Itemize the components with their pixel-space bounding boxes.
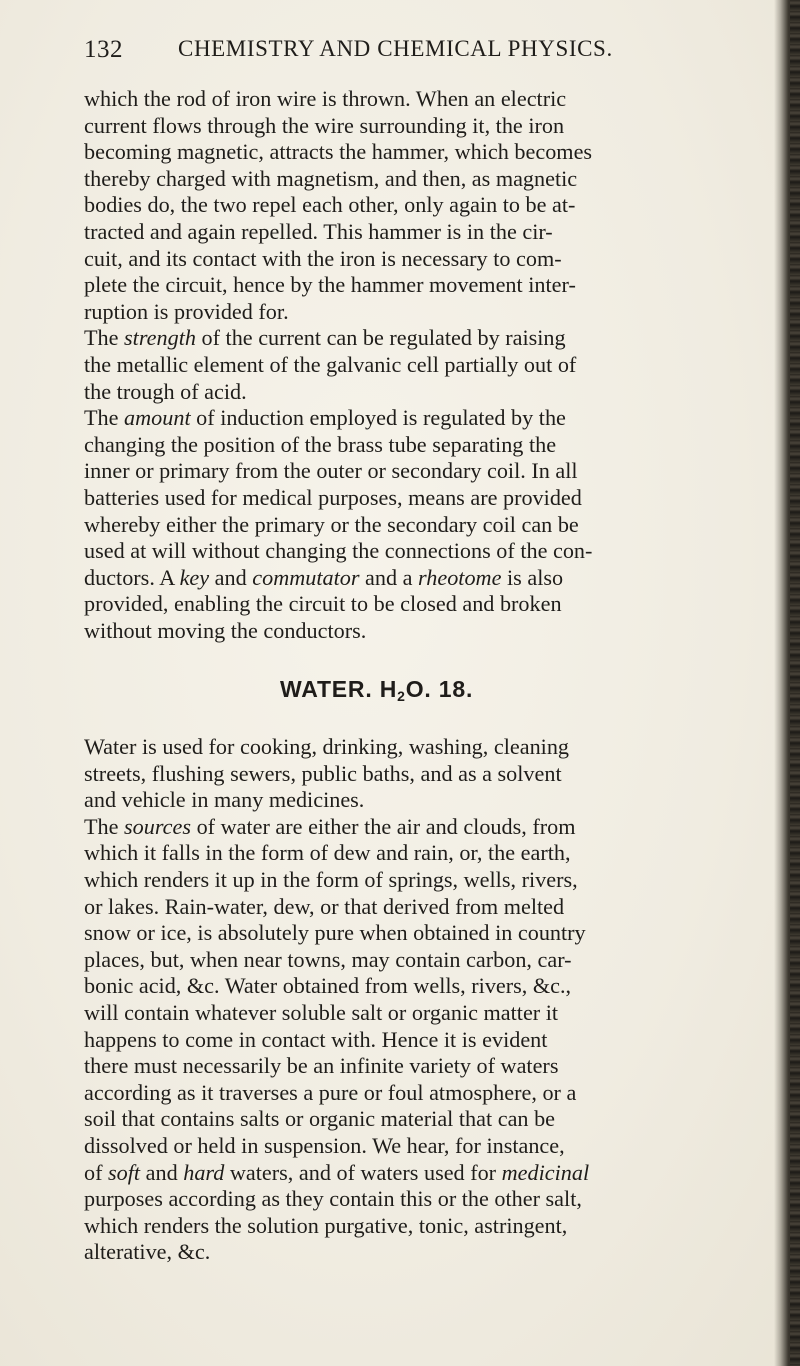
text-line: the trough of acid.	[84, 378, 247, 404]
text-line: used at will without changing the connections of the con-	[84, 538, 593, 564]
text-line: which renders it up in the form of springs, wells, rivers,	[84, 867, 578, 892]
text-line: streets, flushing sewers, public baths, and as a solvent	[84, 760, 562, 786]
text-line: inner or primary from the outer or secondary coil. In all	[84, 458, 578, 484]
running-head: CHEMISTRY AND CHEMICAL PHYSICS.	[178, 36, 613, 61]
text-line: current flows through the wire surrounding it, the iron	[84, 112, 565, 138]
text-line: which the rod of iron wire is thrown. When an electric	[84, 86, 567, 111]
text-line: purposes according as they contain this or the other salt,	[84, 1186, 582, 1212]
text-line: tracted and again repelled. This hammer is in the cir-	[84, 219, 553, 244]
text-line: batteries used for medical purposes, means are provided	[84, 485, 582, 510]
text-line: bonic acid, &c. Water obtained from wells, rivers, &c.,	[84, 973, 572, 999]
text-line: the metallic element of the galvanic cell partially out of	[84, 352, 577, 377]
text-line: The amount of induction employed is regulated by the	[84, 405, 566, 431]
text-line: changing the position of the brass tube separating the	[84, 431, 557, 457]
text-line: bodies do, the two repel each other, only again to be at-	[84, 192, 576, 218]
text-line: soil that contains salts or organic material that can be	[84, 1106, 556, 1132]
text-line: places, but, when near towns, may contain carbon, car-	[84, 946, 572, 972]
text-line: dissolved or held in suspension. We hear, for instance,	[84, 1133, 565, 1158]
text-line: The strength of the current can be regulated by raising	[84, 325, 566, 351]
text-line: becoming magnetic, attracts the hammer, which becomes	[84, 139, 593, 165]
text-line: provided, enabling the circuit to be closed and broken	[84, 591, 562, 617]
page-header	[84, 36, 684, 70]
text-line: and vehicle in many medicines.	[84, 787, 365, 813]
text-line: snow or ice, is absolutely pure when obtained in country	[84, 920, 586, 946]
binding-edge-strip	[790, 0, 800, 1366]
text-line: which it falls in the form of dew and rain, or, the earth,	[84, 840, 571, 866]
text-line: or lakes. Rain-water, dew, or that derived from melted	[84, 893, 565, 919]
text-line: The sources of water are either the air and clouds, from	[84, 813, 576, 839]
text-line: ruption is provided for.	[84, 298, 289, 324]
text-line: without moving the conductors.	[84, 618, 367, 643]
text-line: there must necessarily be an infinite variety of waters	[84, 1053, 559, 1079]
text-line: which renders the solution purgative, tonic, astringent,	[84, 1212, 568, 1238]
text-line: Water is used for cooking, drinking, washing, cleaning	[84, 734, 570, 759]
text-line: according as it traverses a pure or foul atmosphere, or a	[84, 1079, 577, 1105]
text-line: whereby either the primary or the secondary coil can be	[84, 511, 579, 537]
page-number: 132	[84, 36, 123, 63]
section-heading: WATER. $H_2O$. 18.	[280, 676, 474, 704]
text-line: will contain whatever soluble salt or organic matter it	[84, 1000, 559, 1025]
text-line: alterative, &c.	[84, 1239, 211, 1265]
text-line: plete the circuit, hence by the hammer movement inter-	[84, 272, 576, 298]
text-line: ductors. A key and commutator and a rheotome is also	[84, 564, 564, 590]
text-line: of soft and hard waters, and of waters used for medicinal	[84, 1159, 590, 1185]
text-line: cuit, and its contact with the iron is necessary to com-	[84, 245, 562, 271]
text-line: thereby charged with magnetism, and then, as magnetic	[84, 165, 578, 191]
text-line: happens to come in contact with. Hence it is evident	[84, 1026, 548, 1052]
